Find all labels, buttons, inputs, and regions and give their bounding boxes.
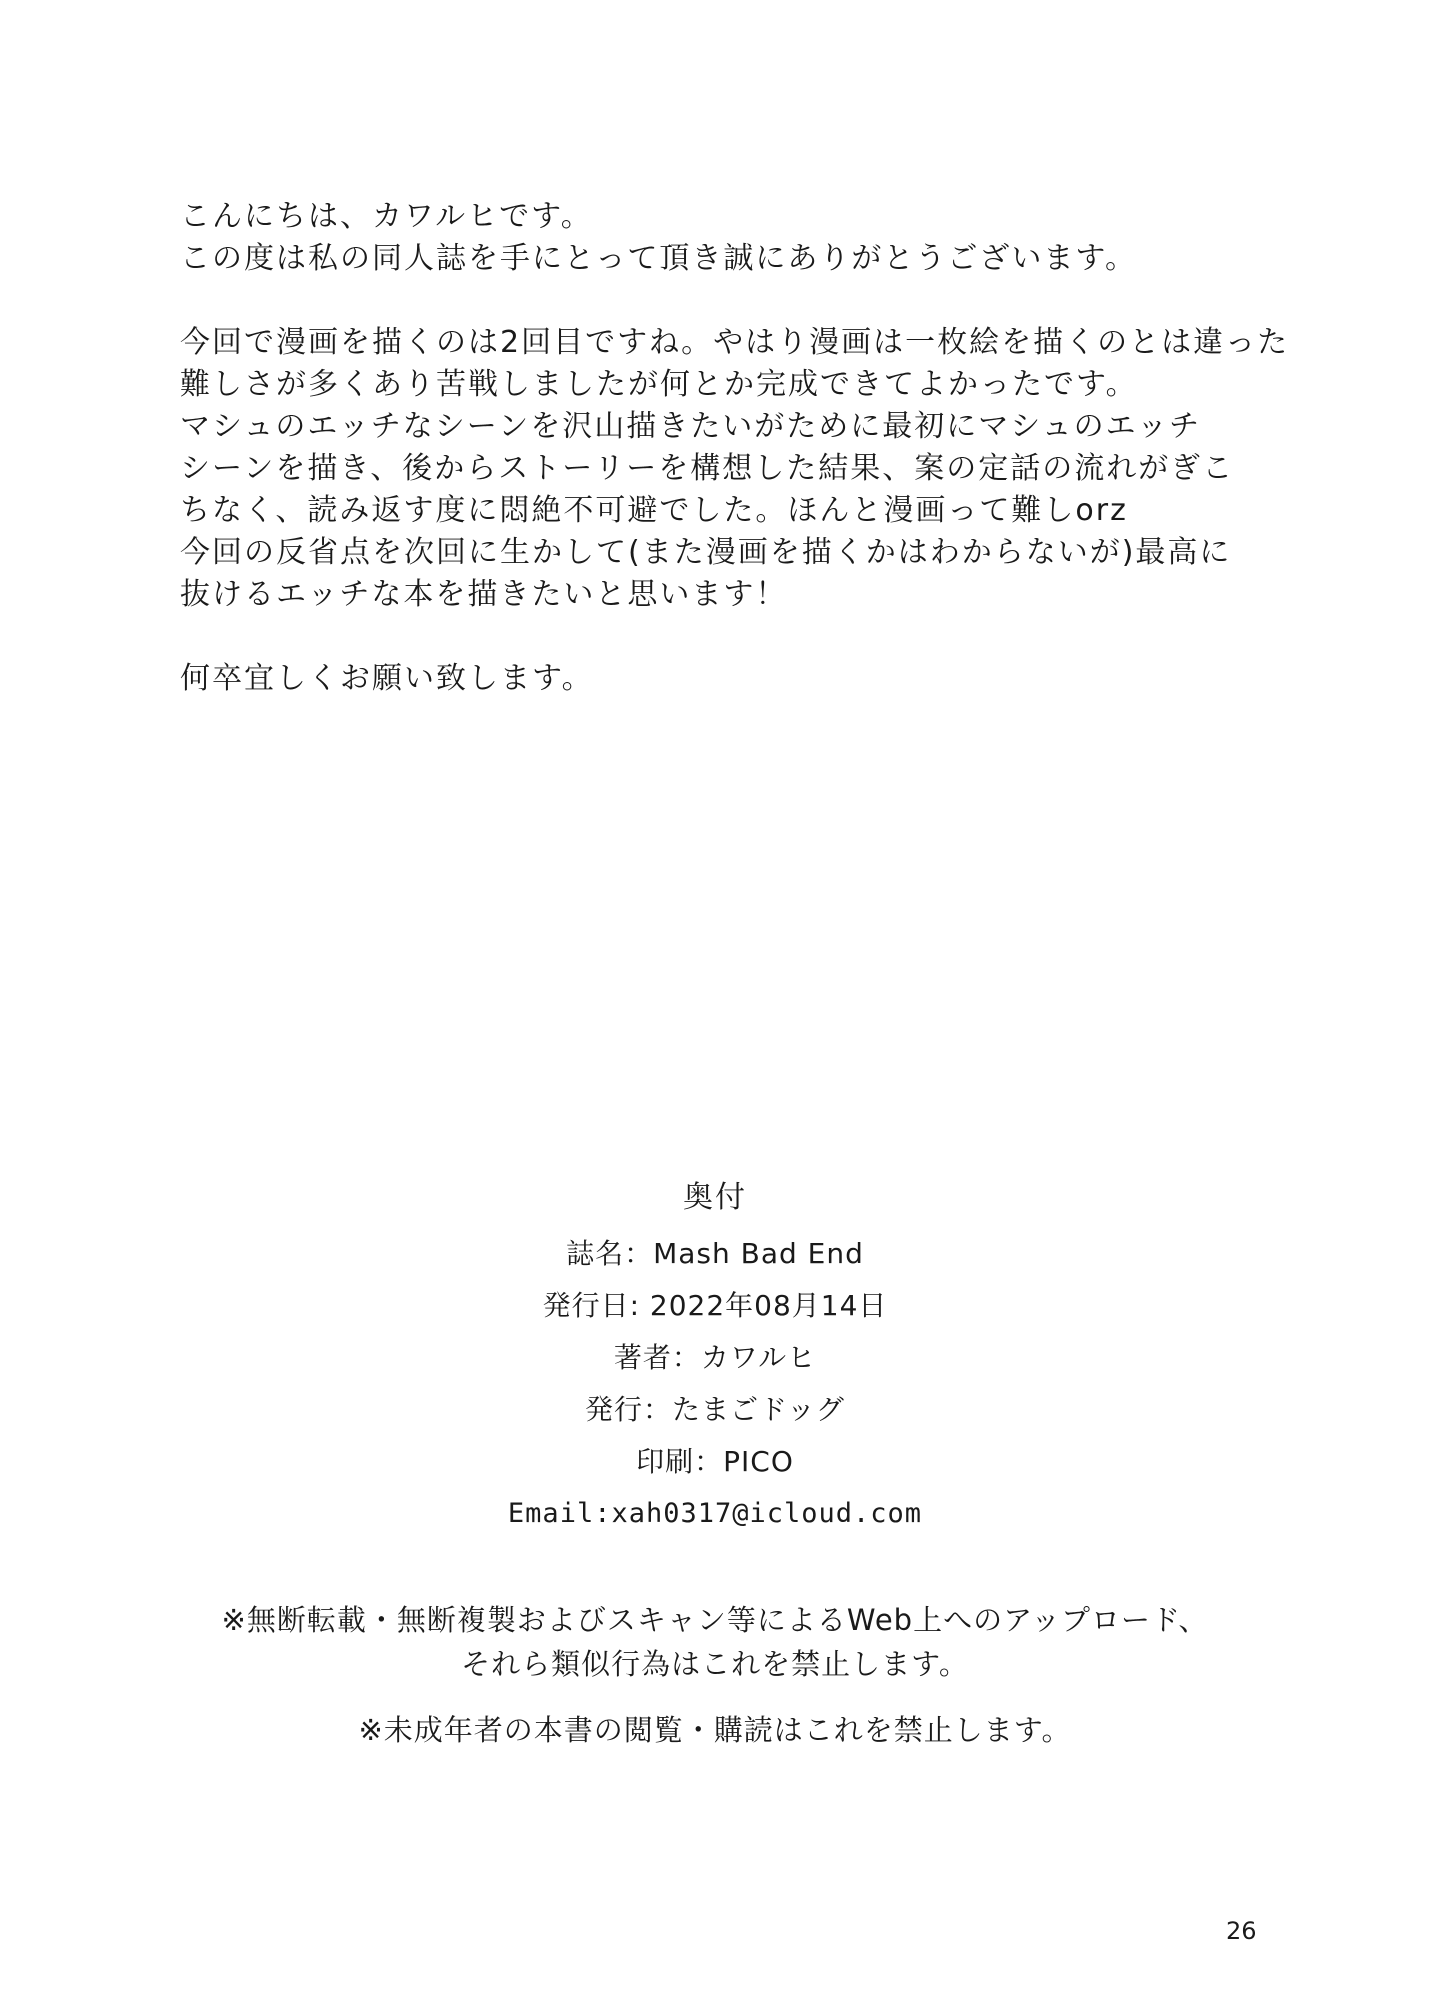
text-line: こんにちは、カワルヒです。: [180, 199, 593, 234]
reproduction-notice-line-2: それら類似行為はこれを禁止します。: [461, 1647, 969, 1681]
closing-paragraph: [180, 658, 1280, 700]
text-line: 何卒宜しくお願い致します。: [180, 661, 594, 696]
text-line: マシュのエッチなシーンを沢山描きたいがために最初にマシュのエッチ: [180, 409, 1201, 444]
colophon: [0, 1178, 1430, 1540]
author: 著者：カワルヒ: [613, 1341, 817, 1374]
email-address: Email:xah0317@icloud.com: [507, 1498, 923, 1529]
page-number: 26: [1226, 1917, 1257, 1945]
colophon-title: 奥付: [683, 1180, 747, 1215]
text-line: この度は私の同人誌を手にとって頂き誠にありがとうございます。: [180, 241, 1137, 276]
publisher: 発行：たまごドッグ: [585, 1393, 845, 1426]
text-line: 抜けるエッチな本を描きたいと思います！: [180, 577, 788, 612]
text-line: シーンを描き、後からストーリーを構想した結果、案の定話の流れがぎこ: [180, 451, 1235, 486]
text-line: 今回の反省点を次回に生かして(また漫画を描くかはわからないが)最高に: [180, 535, 1232, 570]
body-paragraph: [180, 322, 1290, 616]
text-line: 難しさが多くあり苦戦しましたが何とか完成できてよかったです。: [180, 367, 1138, 402]
afterword: [180, 196, 1290, 700]
issue-date: 発行日: 2022年08月14日: [542, 1289, 888, 1322]
minors-notice: ※未成年者の本書の閲覧・購読はこれを禁止します。: [358, 1713, 1072, 1747]
printer: 印刷：PICO: [636, 1445, 794, 1478]
legal-notices: [0, 1598, 1430, 1752]
greeting-paragraph: [180, 196, 1280, 280]
text-line: ちなく、読み返す度に悶絶不可避でした。ほんと漫画って難しorz: [180, 493, 1128, 528]
book-title: 誌名：Mash Bad End: [566, 1237, 864, 1270]
reproduction-notice-line-1: ※無断転載・無断複製およびスキャン等によるWeb上へのアップロード、: [221, 1603, 1209, 1637]
text-line: 今回で漫画を描くのは2回目ですね。やはり漫画は一枚絵を描くのとは違った: [180, 325, 1290, 360]
